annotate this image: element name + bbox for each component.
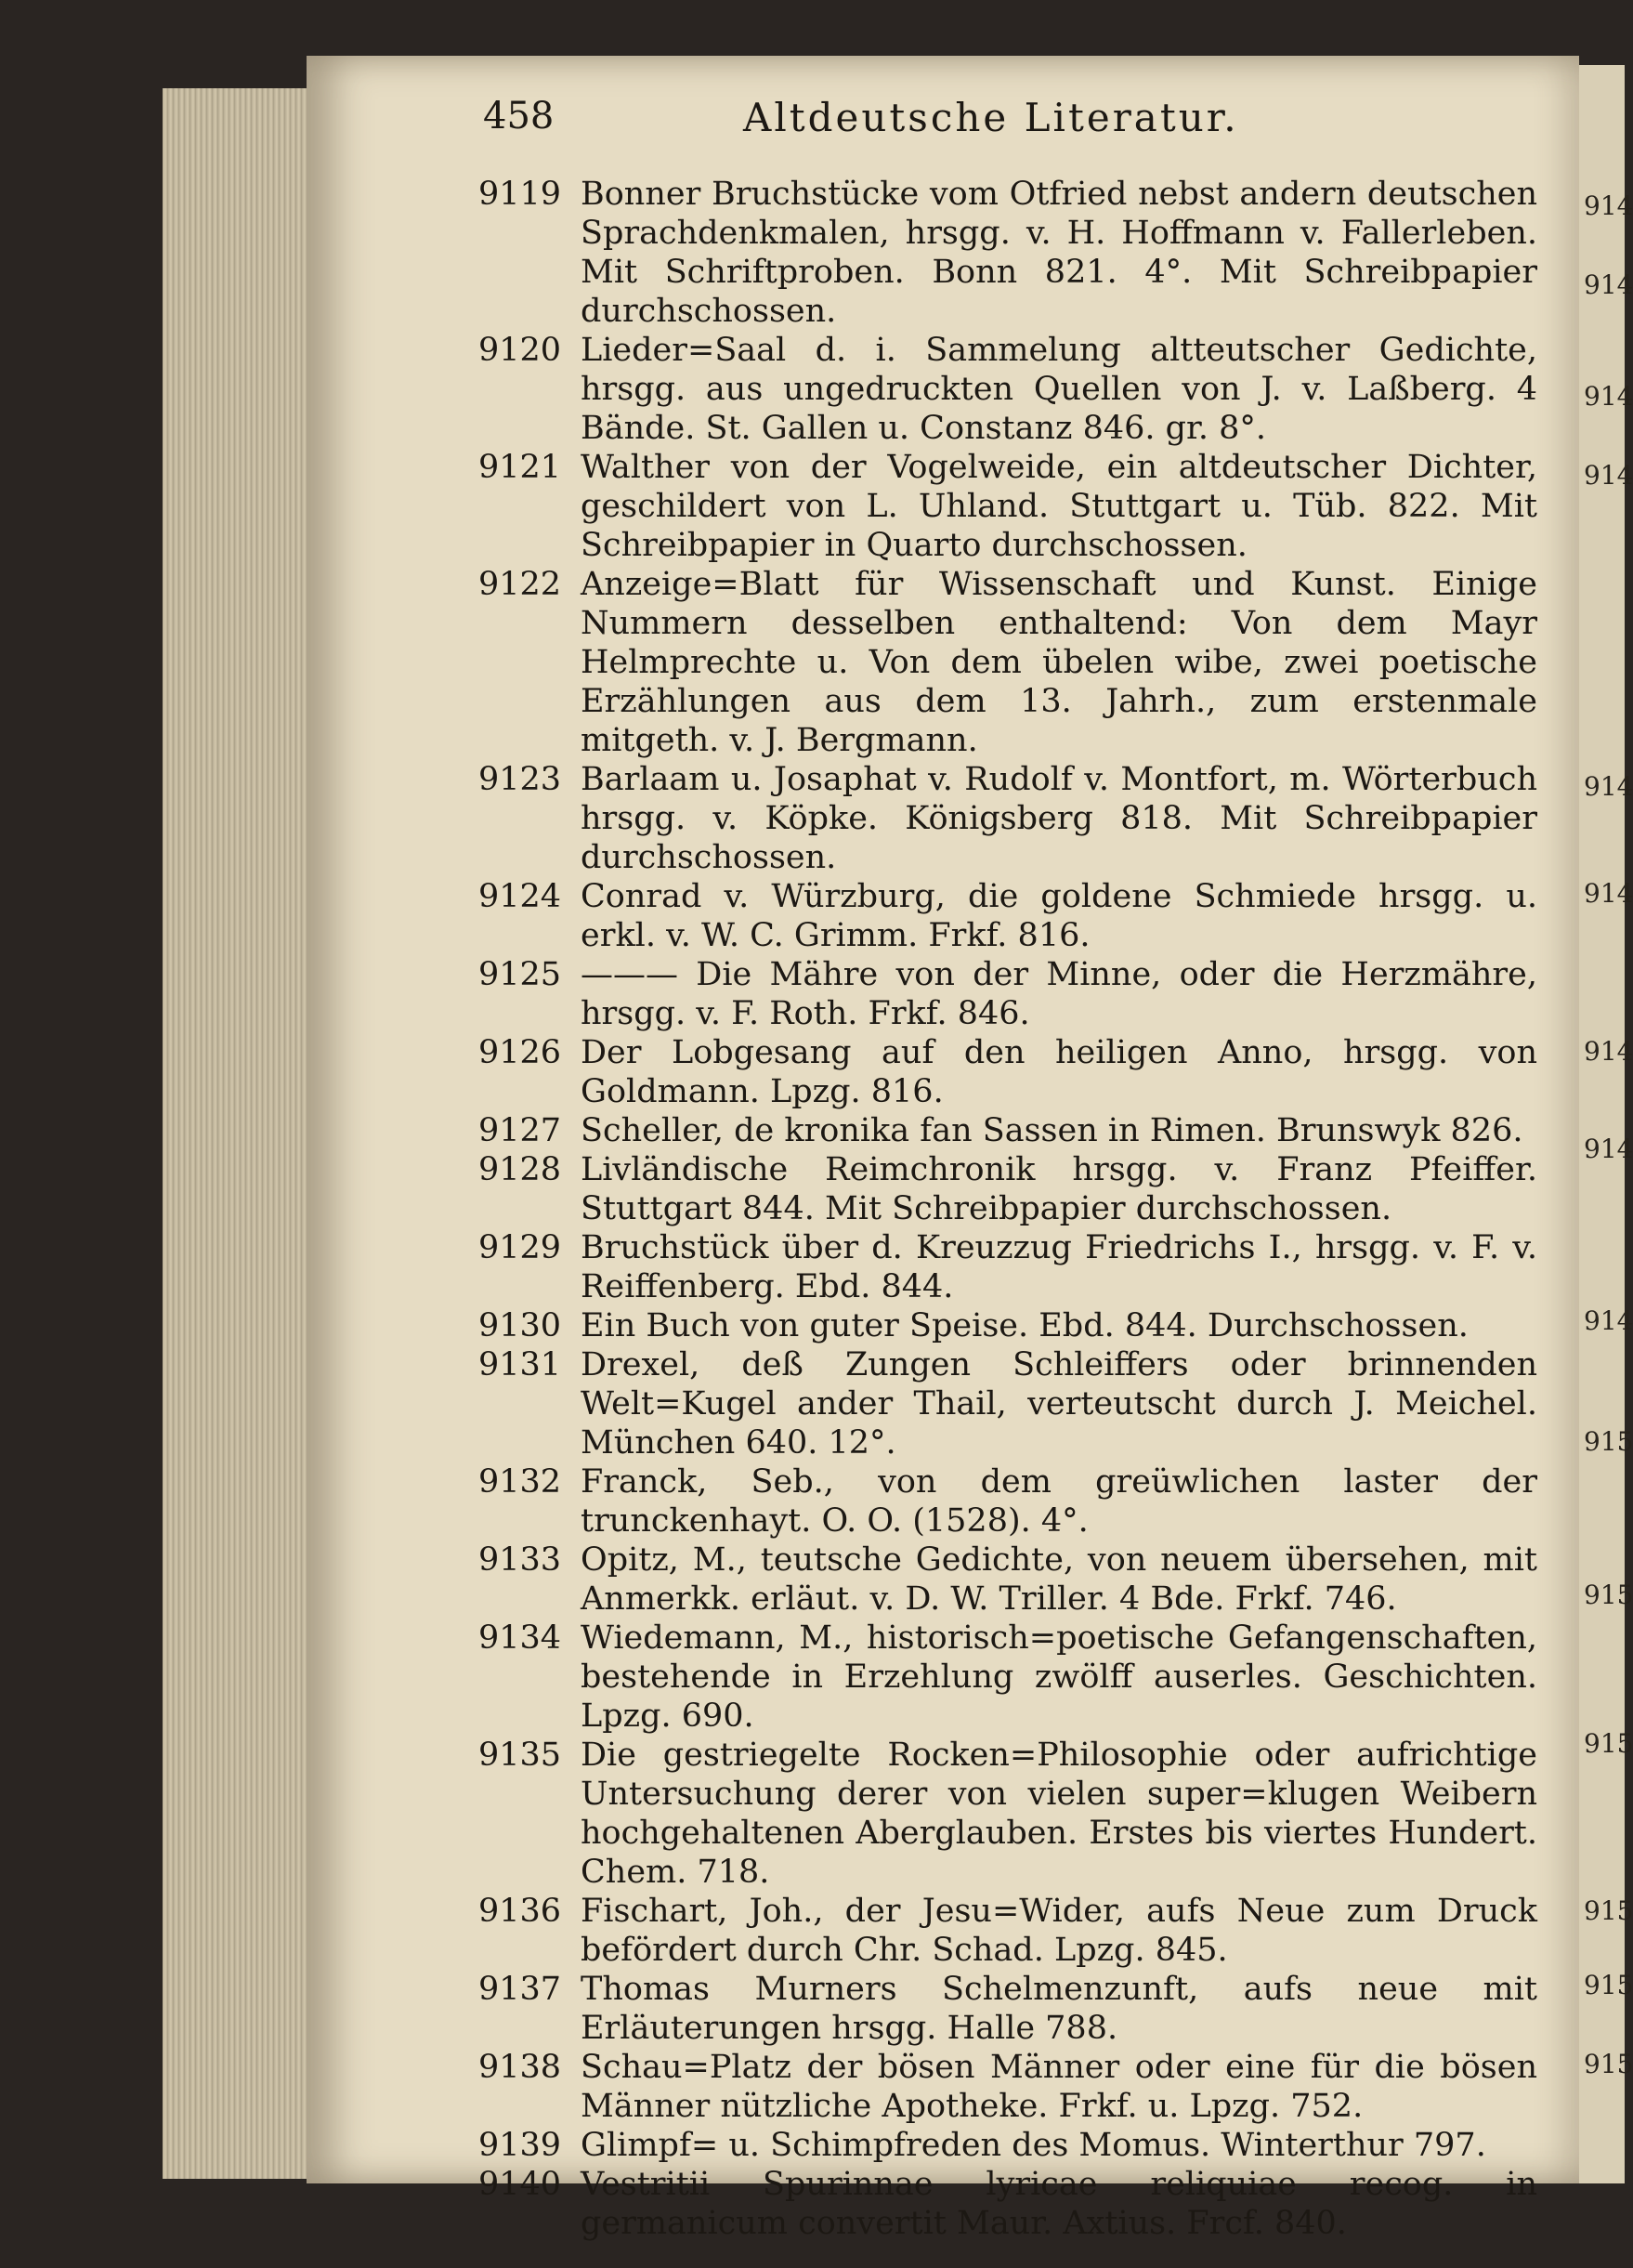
- catalog-entry: [478, 1619, 1537, 1736]
- entry-number: 9127: [478, 1112, 562, 1149]
- entry-number: 9137: [478, 1971, 562, 2008]
- catalog-entry: [478, 1970, 1537, 2048]
- catalog-entry: [478, 1306, 1537, 1345]
- entry-text: Walther von der Vogelweide, ein altdeutscher Dichter, geschildert von L. Uhland. Stuttgart u. Tüb. 822. Mit Schreibpapier in Quarto durchschossen.: [581, 449, 1537, 564]
- entry-number: 9123: [478, 761, 562, 798]
- facing-page-number: 915: [1584, 1895, 1633, 1926]
- catalog-entry: [478, 1462, 1537, 1540]
- facing-page-number: 915: [1584, 2049, 1633, 2079]
- entry-text: Conrad v. Würzburg, die goldene Schmiede hrsgg. u. erkl. v. W. C. Grimm. Frkf. 816.: [581, 878, 1537, 954]
- catalog-entry: [478, 175, 1537, 331]
- entry-number: 9131: [478, 1346, 562, 1383]
- entry-text: Ein Buch von guter Speise. Ebd. 844. Durchschossen.: [581, 1307, 1469, 1344]
- entry-text: Der Lobgesang auf den heiligen Anno, hrsgg. von Goldmann. Lpzg. 816.: [581, 1034, 1537, 1110]
- entry-number: 9132: [478, 1463, 562, 1501]
- facing-page-number: 914: [1584, 878, 1633, 909]
- entry-number: 9130: [478, 1307, 562, 1344]
- entry-number: 9128: [478, 1151, 562, 1188]
- entry-text: Lieder=Saal d. i. Sammelung altteutscher Gedichte, hrsgg. aus ungedruckten Quellen von J. v. Laßberg. 4 Bände. St. Gallen u. Constanz 846. gr. 8°.: [581, 332, 1537, 447]
- facing-page-number: 914: [1584, 1134, 1633, 1164]
- catalog-entries: [478, 175, 1537, 2243]
- catalog-entry: [478, 2165, 1537, 2243]
- entry-number: 9122: [478, 566, 562, 603]
- entry-text: Glimpf= u. Schimpfreden des Momus. Winterthur 797.: [581, 2127, 1486, 2164]
- page-header: [483, 95, 1542, 160]
- entry-number: 9129: [478, 1229, 562, 1266]
- running-head: Altdeutsche Literatur.: [743, 95, 1239, 140]
- entry-number: 9138: [478, 2049, 562, 2086]
- entry-text: Vestritii Spurinnae lyricae reliquiae recog. in germanicum convertit Maur. Axtius. Frcf. 840.: [581, 2166, 1537, 2242]
- catalog-entry: [478, 877, 1537, 955]
- facing-page-number: 915: [1584, 1728, 1633, 1759]
- entry-text: Livländische Reimchronik hrsgg. v. Franz Pfeiffer. Stuttgart 844. Mit Schreibpapier durchschossen.: [581, 1151, 1537, 1227]
- entry-number: 9125: [478, 956, 562, 993]
- catalog-entry: [478, 760, 1537, 877]
- catalog-entry: [478, 448, 1537, 565]
- entry-text: Die gestriegelte Rocken=Philosophie oder aufrichtige Untersuchung derer von vielen super=klugen Weibern hochgehaltenen Aberglauben. Erstes bis viertes Hundert. Chem. 718.: [581, 1737, 1537, 1891]
- entry-text: Opitz, M., teutsche Gedichte, von neuem übersehen, mit Anmerkk. erläut. v. D. W. Triller. 4 Bde. Frkf. 746.: [581, 1541, 1537, 1618]
- entry-text: Franck, Seb., von dem greüwlichen laster der trunckenhayt. O. O. (1528). 4°.: [581, 1463, 1537, 1540]
- entry-text: Drexel, deß Zungen Schleiffers oder brinnenden Welt=Kugel ander Thail, verteutscht durch J. Meichel. München 640. 12°.: [581, 1346, 1537, 1462]
- entry-text: Bonner Bruchstücke vom Otfried nebst andern deutschen Sprachdenkmalen, hrsgg. v. H. Hoffmann v. Fallerleben. Mit Schriftproben. Bonn 821. 4°. Mit Schreibpapier durchschossen.: [581, 176, 1537, 330]
- catalog-entry: [478, 1540, 1537, 1619]
- facing-page-number: 914: [1584, 771, 1633, 802]
- facing-page-number: 915: [1584, 1426, 1633, 1457]
- entry-number: 9135: [478, 1737, 562, 1774]
- entry-number: 9124: [478, 878, 562, 915]
- entry-number: 9136: [478, 1893, 562, 1930]
- entry-number: 9126: [478, 1034, 562, 1071]
- catalog-entry: [478, 955, 1537, 1033]
- entry-text: Scheller, de kronika fan Sassen in Rimen. Brunswyk 826.: [581, 1112, 1523, 1149]
- entry-text: Bruchstück über d. Kreuzzug Friedrichs I., hrsgg. v. F. v. Reiffenberg. Ebd. 844.: [581, 1229, 1537, 1305]
- facing-page-number: 915: [1584, 1970, 1633, 2000]
- entry-text: Anzeige=Blatt für Wissenschaft und Kunst. Einige Nummern desselben enthaltend: Von dem Mayr Helmprechte u. Von dem übelen wibe, zwei poetische Erzählungen aus dem 13. Jahrh., zum erstenmale mitgeth. v. J. Bergmann.: [581, 566, 1537, 759]
- facing-page-number: 915: [1584, 1580, 1633, 1610]
- entry-number: 9134: [478, 1619, 562, 1657]
- entry-number: 9140: [478, 2166, 562, 2203]
- catalog-entry: [478, 2048, 1537, 2126]
- entry-number: 9121: [478, 449, 562, 486]
- page-number: 458: [483, 95, 555, 138]
- entry-text: Fischart, Joh., der Jesu=Wider, aufs Neue zum Druck befördert durch Chr. Schad. Lpzg. 845.: [581, 1893, 1537, 1969]
- entry-number: 9119: [478, 176, 562, 213]
- entry-text: Schau=Platz der bösen Männer oder eine für die bösen Männer nützliche Apotheke. Frkf. u. Lpzg. 752.: [581, 2049, 1537, 2125]
- entry-number: 9139: [478, 2127, 562, 2164]
- facing-page-number: 914: [1584, 269, 1633, 300]
- facing-page-number: 914: [1584, 460, 1633, 491]
- catalog-entry: [478, 1150, 1537, 1228]
- catalog-entry: [478, 1033, 1537, 1111]
- entry-text: Barlaam u. Josaphat v. Rudolf v. Montfort, m. Wörterbuch hrsgg. v. Köpke. Königsberg 818. Mit Schreibpapier durchschossen.: [581, 761, 1537, 876]
- catalog-entry: [478, 1736, 1537, 1892]
- facing-page-number: 914: [1584, 381, 1633, 412]
- catalog-entry: [478, 565, 1537, 760]
- catalog-entry: [478, 1892, 1537, 1970]
- entry-text: ——— Die Mähre von der Minne, oder die Herzmähre, hrsgg. v. F. Roth. Frkf. 846.: [581, 956, 1537, 1032]
- catalog-entry: [478, 1228, 1537, 1306]
- facing-page-number: 914: [1584, 1305, 1633, 1336]
- catalog-entry: [478, 2126, 1537, 2165]
- entry-text: Wiedemann, M., historisch=poetische Gefangenschaften, bestehende in Erzehlung zwölff auserles. Geschichten. Lpzg. 690.: [581, 1619, 1537, 1735]
- entry-number: 9120: [478, 332, 562, 369]
- catalog-entry: [478, 1345, 1537, 1462]
- catalog-entry: [478, 1111, 1537, 1150]
- catalog-entry: [478, 331, 1537, 448]
- facing-page-number: 914: [1584, 1036, 1633, 1067]
- entry-text: Thomas Murners Schelmenzunft, aufs neue mit Erläuterungen hrsgg. Halle 788.: [581, 1971, 1537, 2047]
- entry-number: 9133: [478, 1541, 562, 1579]
- facing-page-number: 914: [1584, 190, 1633, 221]
